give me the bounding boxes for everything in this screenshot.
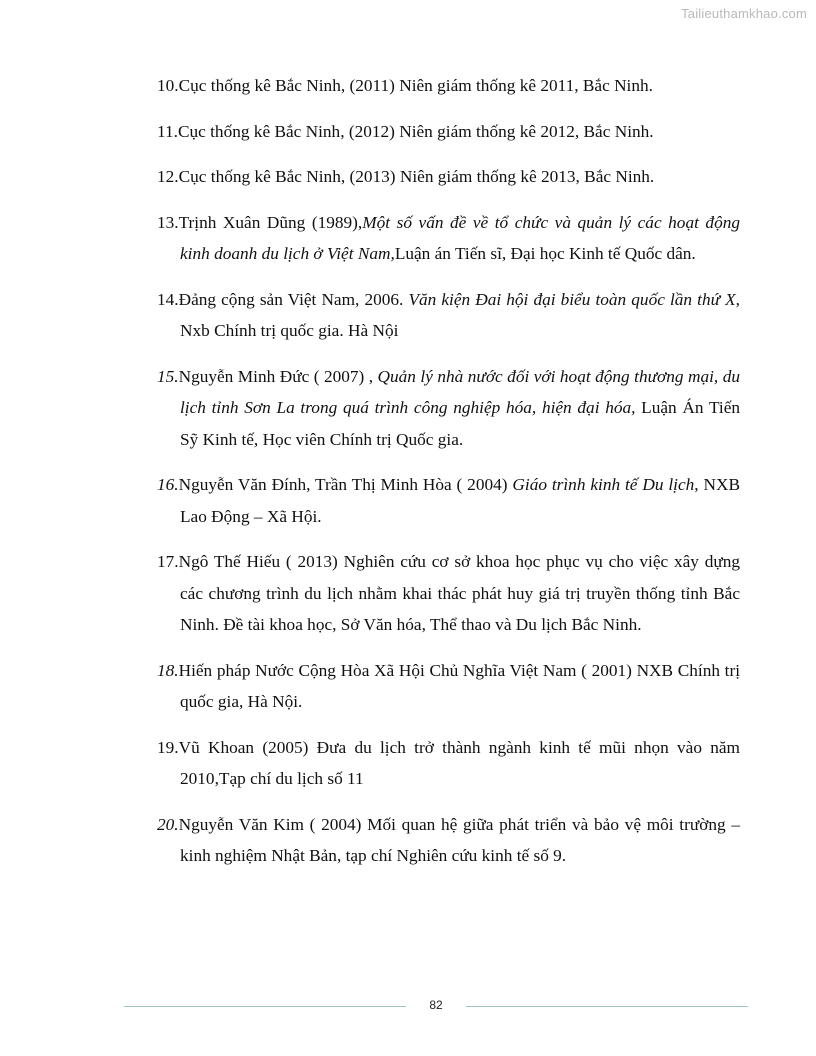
reference-number: 20. bbox=[157, 814, 179, 834]
reference-title: Văn kiện Đai hội đại biểu toàn quốc lần thứ X bbox=[408, 289, 736, 309]
reference-item bbox=[157, 469, 740, 532]
reference-number: 11. bbox=[157, 121, 178, 141]
reference-number: 15. bbox=[157, 366, 179, 386]
reference-number: 19. bbox=[157, 737, 179, 757]
reference-item bbox=[157, 732, 740, 795]
reference-number: 10. bbox=[157, 76, 179, 95]
reference-text: , Nxb Chính trị quốc gia. Hà Nội bbox=[180, 289, 740, 340]
reference-text: Cục thống kê Bắc Ninh, (2013) Niên giám thống kê 2013, Bắc Ninh. bbox=[178, 167, 655, 186]
reference-item bbox=[157, 361, 740, 456]
reference-text: Luận án Tiến sĩ, Đại học Kinh tế Quốc dân. bbox=[394, 244, 696, 263]
reference-list bbox=[157, 70, 740, 872]
reference-item bbox=[157, 284, 740, 347]
reference-text: Cục thống kê Bắc Ninh, (2012) Niên giám thống kê 2012, Bắc Ninh. bbox=[177, 121, 654, 141]
page-number: 82 bbox=[429, 998, 443, 1012]
reference-text: Luận Án Tiến Sỹ Kinh tế, Học viên Chính trị Quốc gia. bbox=[180, 398, 740, 449]
reference-number: 17. bbox=[157, 552, 179, 571]
reference-number: 16. bbox=[157, 475, 179, 494]
reference-text: Hiến pháp Nước Cộng Hòa Xã Hội Chủ Nghĩa Việt Nam ( 2001) NXB Chính trị quốc gia, Hà Nội. bbox=[178, 660, 740, 711]
reference-text: Đảng cộng sản Việt Nam, 2006. bbox=[178, 289, 409, 309]
reference-title: Một số vấn đề về tổ chức và quản lý các hoạt động kinh doanh du lịch ở Việt Nam, bbox=[180, 212, 740, 263]
reference-number: 13. bbox=[157, 212, 179, 232]
reference-item bbox=[157, 809, 740, 872]
reference-item bbox=[157, 655, 740, 718]
reference-text: Nguyễn Văn Kim ( 2004) Mối quan hệ giữa phát triển và bảo vệ môi trường – kinh nghiệm Nhật Bản, tạp chí Nghiên cứu kinh tế số 9. bbox=[178, 814, 740, 865]
reference-number: 12. bbox=[157, 167, 179, 186]
reference-text: Nguyễn Văn Đính, Trần Thị Minh Hòa ( 2004) bbox=[178, 475, 513, 494]
reference-number: 18. bbox=[157, 660, 179, 680]
footer-rule-right bbox=[466, 1006, 748, 1007]
reference-item bbox=[157, 161, 740, 193]
reference-item bbox=[157, 207, 740, 270]
reference-text: Trịnh Xuân Dũng (1989), bbox=[178, 212, 363, 232]
page-footer bbox=[124, 997, 748, 1017]
reference-text: Ngô Thế Hiếu ( 2013) Nghiên cứu cơ sở khoa học phục vụ cho việc xây dựng các chương trình du lịch nhằm khai thác phát huy giá trị truyền thống tỉnh Bắc Ninh. Đề tài khoa học, Sở Văn hóa, Thể thao và Du lịch Bắc Ninh. bbox=[178, 552, 740, 634]
reference-item bbox=[157, 70, 740, 102]
reference-number: 14. bbox=[157, 289, 179, 309]
footer-rule-left bbox=[124, 1006, 406, 1007]
reference-item bbox=[157, 116, 740, 148]
watermark-text: Tailieuthamkhao.com bbox=[681, 6, 807, 21]
reference-title: Quản lý nhà nước đối với hoạt động thương mại, du lịch tỉnh Sơn La trong quá trình công nghiệp hóa, hiện đại hóa, bbox=[180, 366, 740, 417]
reference-item bbox=[157, 546, 740, 641]
reference-text: Cục thống kê Bắc Ninh, (2011) Niên giám thống kê 2011, Bắc Ninh. bbox=[178, 76, 653, 95]
reference-title: Giáo trình kinh tế Du lịch bbox=[512, 475, 695, 494]
reference-text: , NXB Lao Động – Xã Hội. bbox=[180, 475, 740, 526]
reference-text: Vũ Khoan (2005) Đưa du lịch trở thành ngành kinh tế mũi nhọn vào năm 2010,Tạp chí du lịch số 11 bbox=[178, 737, 740, 788]
reference-text: Nguyễn Minh Đức ( 2007) , bbox=[178, 366, 378, 386]
